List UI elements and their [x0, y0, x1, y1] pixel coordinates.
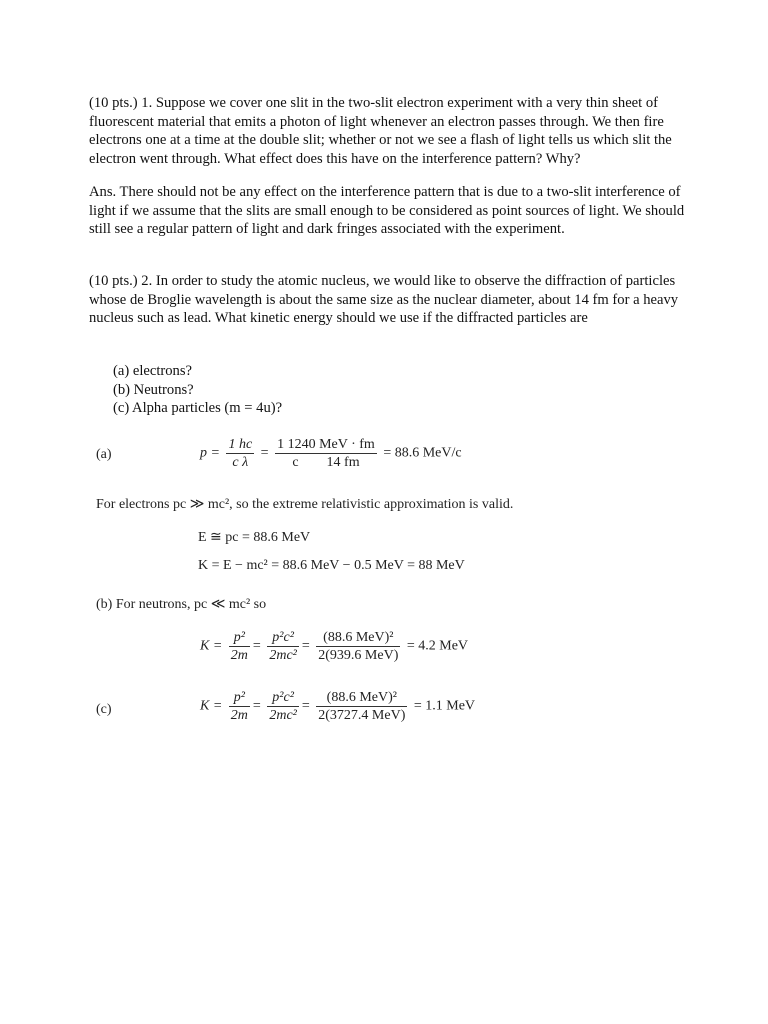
fraction-neutron-values: $\frac{\text{(88.6 MeV)²}}{\text{2(939.6 MeV)}}$ — [318, 630, 399, 663]
fraction-hc-over-c-lambda: $\frac{1 hc}{\text{c λ}}$ — [228, 437, 253, 470]
electrons-note: For electrons pc ≫ mc², so the extreme relativistic approximation is valid. — [96, 497, 514, 512]
part-a: (a) electrons? — [113, 363, 192, 379]
equals-sign: = — [260, 445, 269, 461]
energy-line: E ≅ pc = 88.6 MeV — [198, 530, 311, 545]
question-1: (10 pts.) 1. Suppose we cover one slit in the two-slit electron experiment with a very thin sheet of fluorescent material that emits a photon of light whenever an electron passes through. We then fire electrons one at a time at the double slit; whether or not we see a flash of light tells us which slit the electron went through. What effect does this have on the interference pattern? Why? — [89, 95, 672, 167]
fraction-1240-over-14: $\frac{\text{1 1240 MeV · fm}}{c 14 fm}$ — [277, 437, 375, 470]
neutron-kinetic-energy: K = $\frac{\text{p²}}{2m}$ = $\frac{\text{p²c²}}{\text{2mc²}}$ = $\frac{\text{(88.6 MeV)²}}{\text{2(939.6 MeV)}}$ = 4.2 MeV — [200, 630, 469, 663]
fraction-alpha-values: $\frac{\text{(88.6 MeV)²}}{\text{2(3727.4 MeV)}}$ — [318, 690, 406, 723]
neutrons-note: (b) For neutrons, pc ≪ mc² so — [96, 597, 267, 612]
momentum-result: = 88.6 MeV/c — [383, 445, 462, 461]
question-2-parts — [113, 362, 713, 418]
p-symbol: p = — [200, 445, 220, 461]
fraction-p2c2-over-2mc2: $\frac{\text{p²c²}}{\text{2mc²}}$ — [269, 630, 297, 663]
answer-1: Ans. There should not be any effect on the interference pattern that is due to a two-slit interference of light if we assume that the slits are small enough to be considered as point sources of light. We should still see a regular pattern of light and dark fringes associated with the experiment. — [89, 184, 685, 238]
solution-a-label: (a) — [96, 447, 112, 462]
alpha-kinetic-energy: K = $\frac{\text{p²}}{2m}$ = $\frac{\text{p²c²}}{\text{2mc²}}$ = $\frac{\text{(88.6 MeV)²}}{\text{2(3727.4 MeV)}}$ = 1.1 MeV — [200, 690, 476, 723]
question-2: (10 pts.) 2. In order to study the atomic nucleus, we would like to observe the diffraction of particles whose de Broglie wavelength is about the same size as the nuclear diameter, about 14 fm for a heavy nucleus such as lead. What kinetic energy should we use if the diffracted particles are — [89, 273, 679, 327]
part-b: (b) Neutrons? — [113, 381, 194, 398]
solution-c-label: (c) — [96, 702, 112, 717]
part-c: (c) Alpha particles (m = 4u)? — [113, 400, 283, 417]
alpha-result: = 1.1 MeV — [413, 698, 476, 714]
fraction-p2-over-2m: $\frac{\text{p²}}{2m}$ — [230, 630, 248, 663]
momentum-equation — [200, 436, 462, 471]
neutron-result: = 4.2 MeV — [406, 638, 469, 654]
kinetic-energy-line: K = E − mc² = 88.6 MeV − 0.5 MeV = 88 MeV — [198, 558, 465, 573]
